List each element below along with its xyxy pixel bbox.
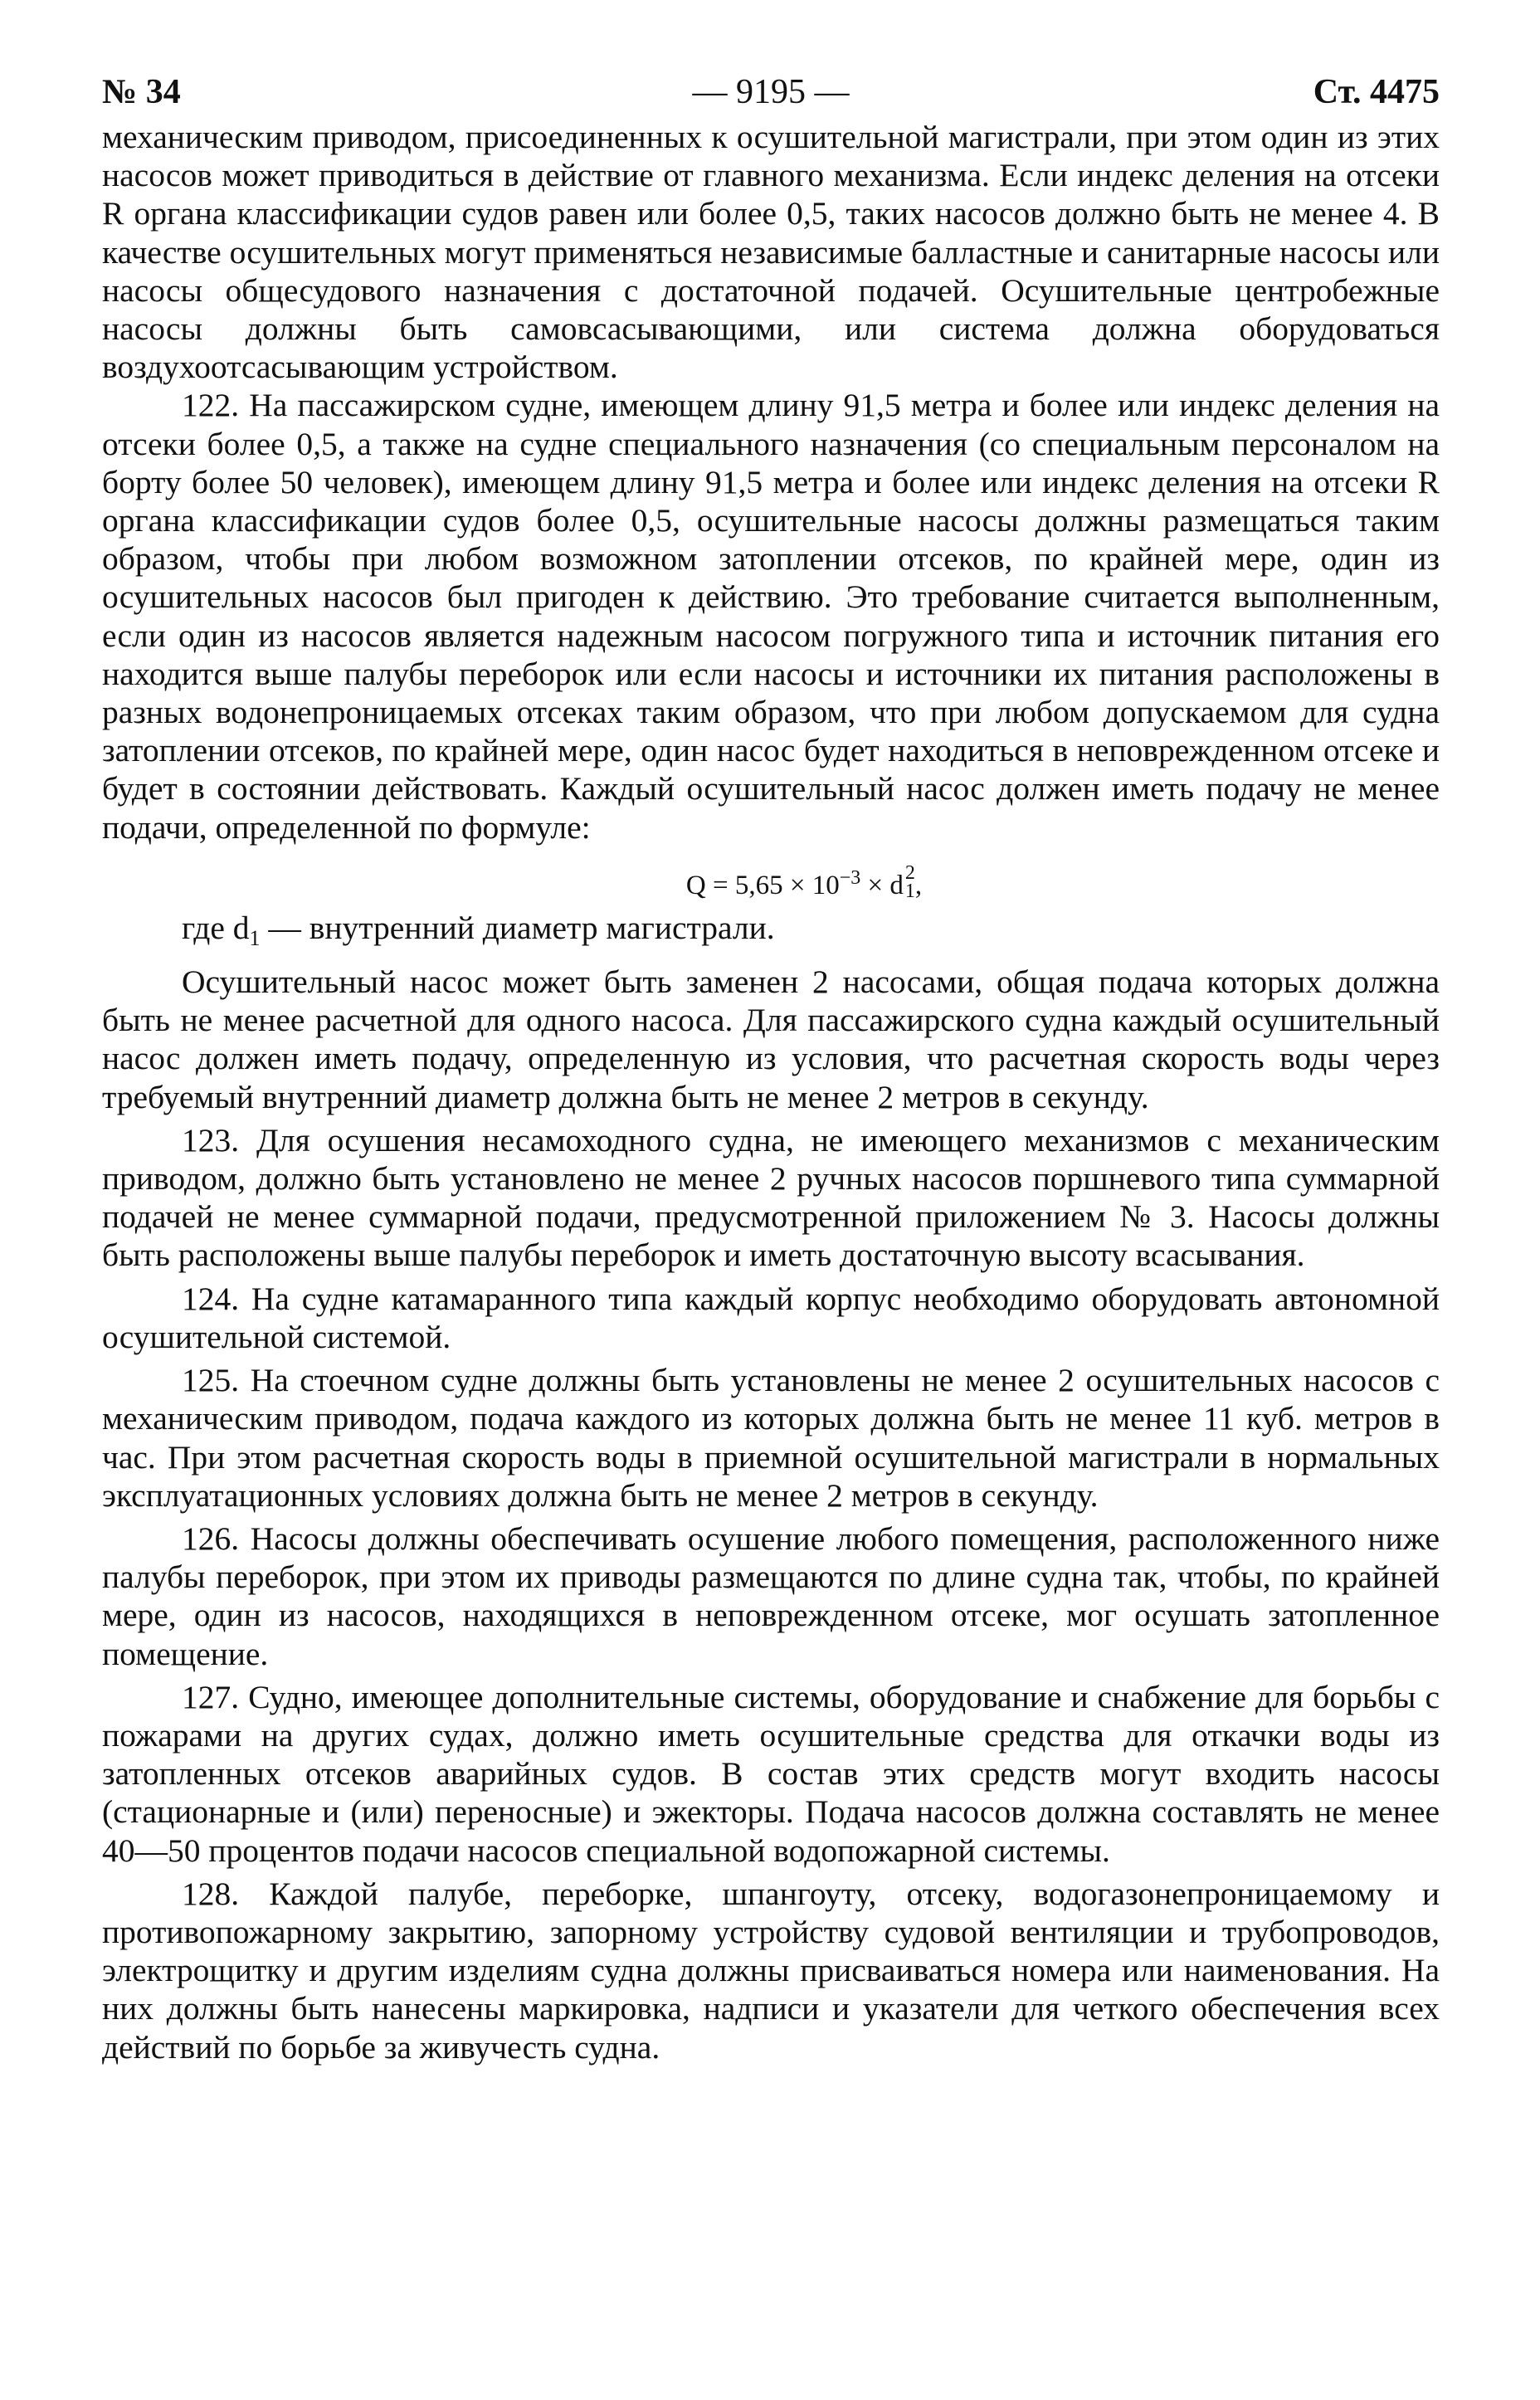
- paragraph-127: 127. Судно, имеющее дополнительные системы, оборудование и снабжение для борьбы с пожарами на других судах, должно иметь осушительные средства для откачки воды из затопленных отсеков аварийных судов. В состав этих средств могут входить насосы (стационарные и (или) переносные) и эжекторы. Подача насосов должна составлять не менее 40—50 процентов подачи насосов специальной водопожарной системы.: [102, 1678, 1440, 1869]
- pump-capacity-formula: [102, 861, 1440, 902]
- formula-variable-sup: 2: [904, 861, 915, 884]
- where-subscript: 1: [249, 925, 261, 950]
- formula-times-1: ×: [789, 870, 806, 900]
- document-page: [102, 71, 1440, 2066]
- paragraph-126: 126. Насосы должны обеспечивать осушение любого помещения, расположенного ниже палубы переборок, при этом их приводы размещаются по длине судна так, чтобы, по крайней мере, один из насосов, находящихся в неповрежденном отсеке, мог осушать затопленное помещение.: [102, 1520, 1440, 1672]
- formula-tail: ,: [914, 870, 923, 900]
- formula-lhs: Q = 5,65: [685, 870, 783, 900]
- paragraph-122: 122. На пассажирском судне, имеющем длину 91,5 метра и более или индекс деления на отсеки более 0,5, а также на судне специального назначения (со специальным персоналом на борту более 50 человек), имеющем длину 91,5 метра и более или индекс деления на отсеки R органа классификации судов более 0,5, осушительные насосы должны размещаться таким образом, чтобы при любом возможном затоплении отсеков, по крайней мере, один из осушительных насосов был пригоден к действию. Это требование считается выполненным, если один из насосов является надежным насосом погружного типа и источник питания его находится выше палубы переборок или если насосы и источники их питания расположены в разных водонепроницаемых отсеках таким образом, что при любом допускаемом для судна затоплении отсеков, по крайней мере, один насос будет находиться в неповрежденном отсеке и будет в состоянии действовать. Каждый осушительный насос должен иметь подачу не менее подачи, определенной по формуле:: [102, 387, 1440, 846]
- formula-explanation: [102, 909, 1440, 958]
- article-number: Ст. 4475: [1313, 73, 1440, 111]
- formula-base: 10: [811, 870, 840, 900]
- formula-exponent: −3: [839, 866, 861, 889]
- formula-variable: d: [889, 870, 904, 900]
- paragraph-123: 123. Для осушения несамоходного судна, не имеющего механизмов с механическим приводом, должно быть установлено не менее 2 ручных насосов поршневого типа суммарной подачей не менее суммарной подачи, предусмотренной приложением № 3. Насосы должны быть расположены выше палубы переборок и иметь достаточную высоту всасывания.: [102, 1121, 1440, 1274]
- paragraph-128: 128. Каждой палубе, переборке, шпангоуту, отсеку, водогазонепроницаемому и противопожарному закрытию, запорному устройству судовой вентиляции и трубопроводов, электрощитку и другим изделиям судна должны присваиваться номера или наименования. На них должны быть нанесены маркировка, надписи и указатели для четкого обеспечения всех действий по борьбе за живучесть судна.: [102, 1875, 1440, 2066]
- page-header: [102, 71, 1440, 113]
- formula-times-2: ×: [867, 870, 884, 900]
- where-rest: — внутренний диаметр магистрали.: [260, 909, 775, 946]
- paragraph-continued: механическим приводом, присоединенных к осушительной магистрали, при этом один из этих насосов может приводиться в действие от главного механизма. Если индекс деления на отсеки R органа классификации судов равен или более 0,5, таких насосов должно быть не менее 4. В качестве осушительных могут применяться независимые балластные и санитарные насосы или насосы общесудового назначения с достаточной подачей. Осушительные центробежные насосы должны быть самовсасывающими, или система должна оборудоваться воздухоотсасывающим устройством.: [102, 119, 1440, 386]
- formula-variable-sub: 1: [904, 880, 915, 902]
- page-number: — 9195 —: [692, 73, 850, 111]
- issue-number: № 34: [102, 73, 181, 111]
- paragraph-125: 125. На стоечном судне должны быть установлены не менее 2 осушительных насосов с механическим приводом, подача каждого из которых должна быть не менее 11 куб. метров в час. При этом расчетная скорость воды в приемной осушительной магистрали в нормальных эксплуатационных условиях должна быть не менее 2 метров в секунду.: [102, 1362, 1440, 1514]
- paragraph-124: 124. На судне катамаранного типа каждый корпус необходимо оборудовать автономной осушительной системой.: [102, 1280, 1440, 1355]
- formula-variable-indices: [904, 861, 915, 902]
- paragraph-pump-replacement: Осушительный насос может быть заменен 2 насосами, общая подача которых должна быть не менее расчетной для одного насоса. Для пассажирского судна каждый осушительный насос должен иметь подачу, определенную из условия, что расчетная скорость воды через требуемый внутренний диаметр должна быть не менее 2 метров в секунду.: [102, 963, 1440, 1115]
- document-body: [102, 118, 1440, 2066]
- where-prefix: где d: [182, 909, 250, 946]
